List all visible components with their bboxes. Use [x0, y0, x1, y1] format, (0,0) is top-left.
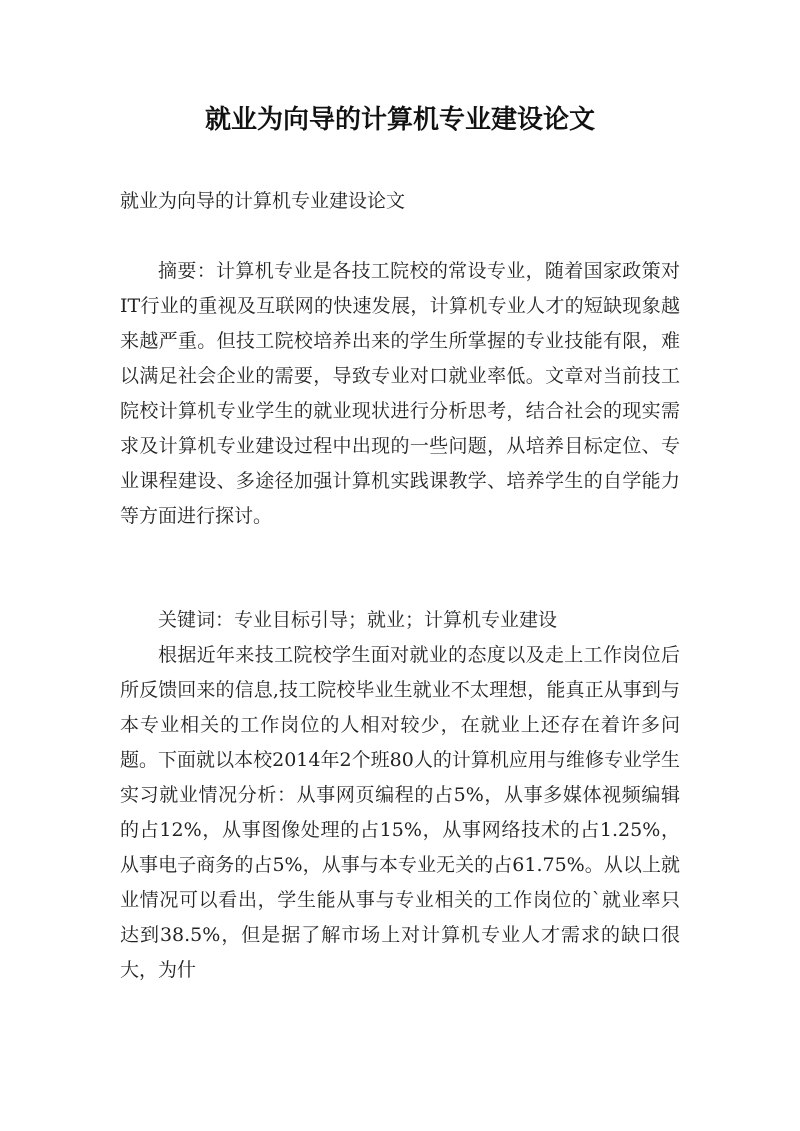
- body-paragraph: 根据近年来技工院校学生面对就业的态度以及走上工作岗位后所反馈回来的信息,技工院校毕业生就业不太理想，能真正从事到与本专业相关的工作岗位的人相对较少，在就业上还存在着许多问题。下面就以本校2014年2个班80人的计算机应用与维修专业学生实习就业情况分析：从事网页编程的占5%，从事多媒体视频编辑的占12%，从事图像处理的占15%，从事网络技术的占1.25%，从事电子商务的占5%，从事与本专业无关的占61.75%。从以上就业情况可以看出，学生能从事与专业相关的工作岗位的`就业率只达到38.5%，但是据了解市场上对计算机专业人才需求的缺口很大，为什: [120, 644, 680, 981]
- keywords-line: 关键词：专业目标引导；就业；计算机专业建设: [158, 609, 558, 631]
- abstract-paragraph: 摘要：计算机专业是各技工院校的常设专业，随着国家政策对IT行业的重视及互联网的快速发展，计算机专业人才的短缺现象越来越严重。但技工院校培养出来的学生所掌握的专业技能有限，难以满足社会企业的需要，导致专业对口就业率低。文章对当前技工院校计算机专业学生的就业现状进行分析思考，结合社会的现实需求及计算机专业建设过程中出现的一些问题，从培养目标定位、专业课程建设、多途径加强计算机实践课教学、培养学生的自学能力等方面进行探讨。: [120, 260, 680, 527]
- page-title: 就业为向导的计算机专业建设论文: [204, 105, 595, 135]
- document-subtitle: 就业为向导的计算机专业建设论文: [120, 190, 406, 212]
